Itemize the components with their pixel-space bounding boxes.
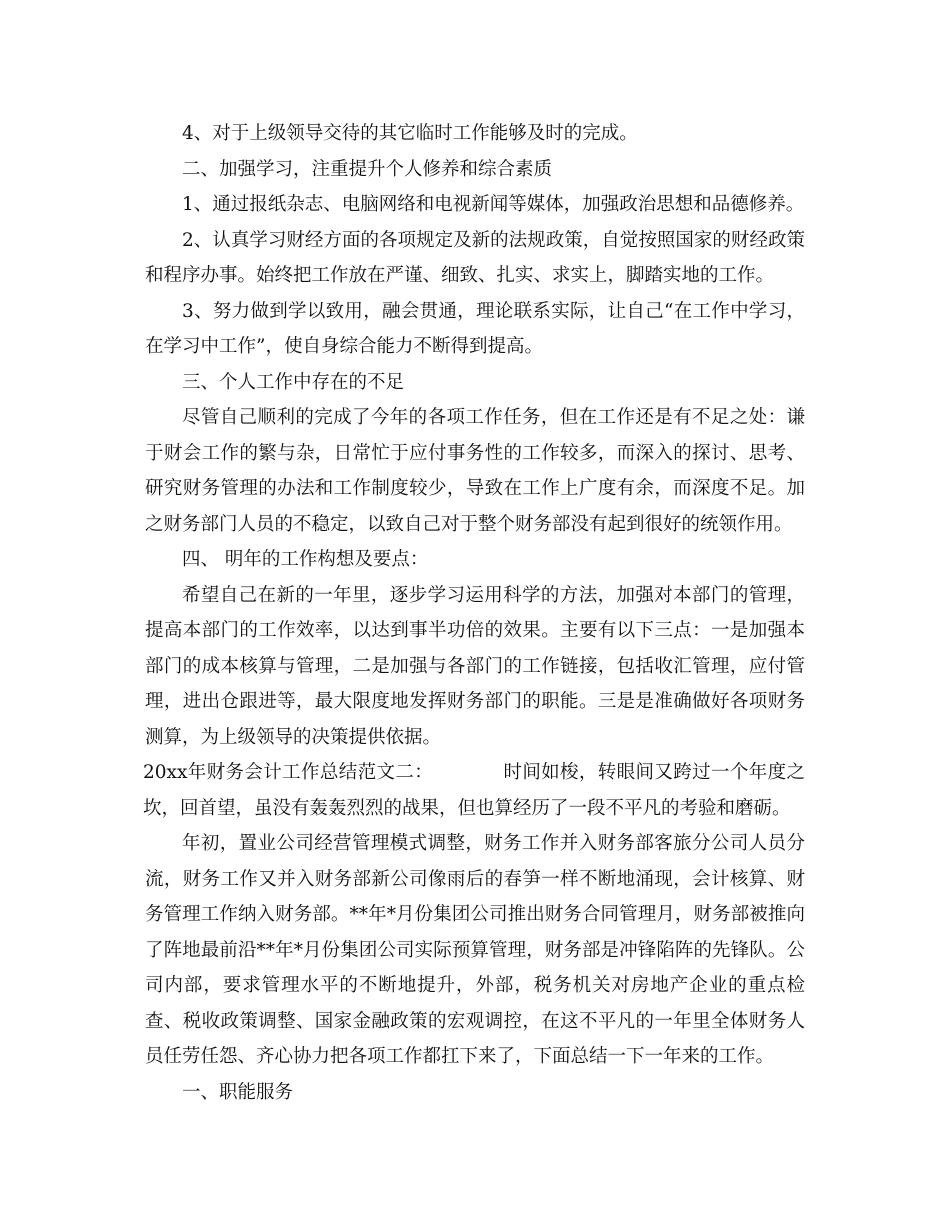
list-item-1: 1、通过报纸杂志、电脑网络和电视新闻等媒体，加强政治思想和品德修养。 — [182, 194, 805, 215]
list-item-4: 4、对于上级领导交待的其它临时工作能够及时的完成。 — [182, 123, 638, 144]
section-heading-2: 二、加强学习，注重提升个人修养和综合素质 — [182, 158, 553, 180]
body-paragraph: 尽管自己顺利的完成了今年的各项工作任务，但在工作还是有不足之处：谦于财会工作的繁与杂，日常忙于应付事务性的工作较多，而深入的探讨、思考、研究财务管理的办法和工作制度较少，导致在工作上广度有余，而深度不足。加之财务部门人员的不稳定，以致自己对于整个财务部没有起到很好的统领作用。 — [145, 407, 805, 535]
section-heading-4: 四、 明年的工作构想及要点： — [182, 549, 429, 570]
section-heading-3: 三、个人工作中存在的不足 — [182, 371, 405, 393]
section-heading-1: 一、职能服务 — [182, 1081, 294, 1103]
article-heading-line — [143, 755, 805, 826]
article-intro: 时间如梭，转眼间又跨过一个年度之坎，回首望，虽没有轰轰烈烈的战果，但也算经历了一段不平凡的考验和磨砺。 — [143, 762, 805, 819]
body-paragraph: 希望自己在新的一年里，逐步学习运用科学的方法，加强对本部门的管理，提高本部门的工作效率，以达到事半功倍的效果。主要有以下三点：一是加强本部门的成本核算与管理，二是加强与各部门的工作链接，包括收汇管理，应付管理，进出仓跟进等，最大限度地发挥财务部门的职能。三是是准确做好各项财务测算，为上级领导的决策提供依据。 — [145, 584, 805, 748]
document-body — [145, 116, 805, 1110]
list-item-3: 3、努力做到学以致用，融会贯通，理论联系实际，让自己“在工作中学习，在学习中工作”，使自身综合能力不断得到提高。 — [145, 300, 805, 357]
list-item-2: 2、认真学习财经方面的各项规定及新的法规政策，自觉按照国家的财经政策和程序办事。始终把工作放在严谨、细致、扎实、求实上，脚踏实地的工作。 — [145, 229, 805, 286]
article-title: 20xx年财务会计工作总结范文二： — [143, 762, 434, 783]
body-paragraph: 年初，置业公司经营管理模式调整，财务工作并入财务部客旅分公司人员分流，财务工作又并入财务部新公司像雨后的春笋一样不断地涌现，会计核算、财务管理工作纳入财务部。**年*月份集团公司推出财务合同管理月，财务部被推向了阵地最前沿**年*月份集团公司实际预算管理，财务部是冲锋陷阵的先锋队。公司内部，要求管理水平的不断地提升，外部，税务机关对房地产企业的重点检查、税收政策调整、国家金融政策的宏观调控，在这不平凡的一年里全体财务人员任劳任怨、齐心协力把各项工作都扛下来了，下面总结一下一年来的工作。 — [145, 833, 805, 1067]
